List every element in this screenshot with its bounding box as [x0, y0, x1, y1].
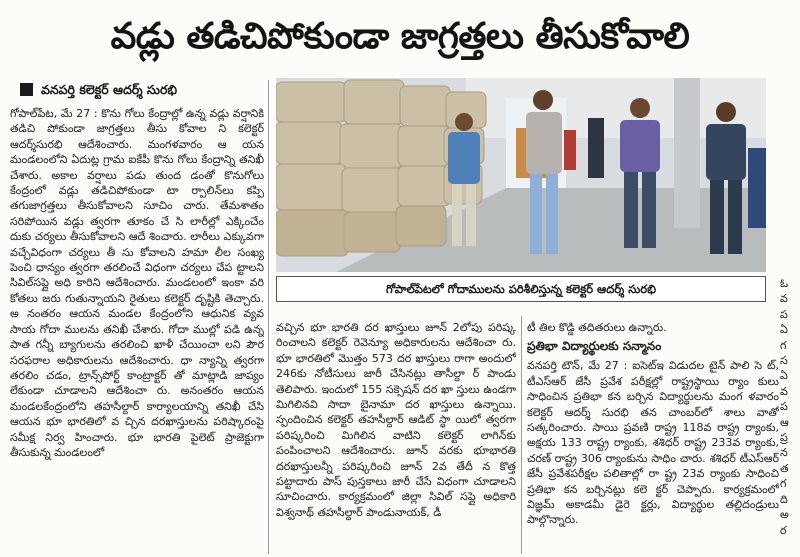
edge-fragment: వ: [780, 292, 788, 306]
edge-fragment: గ: [780, 338, 787, 352]
edge-fragment: ఏ: [780, 369, 788, 383]
column-2-paragraph: వచ్చిన భూ భారతి దర ఖాస్తులు జూన్ 2లోపు పరిష్క రించాలని కలెక్టర్ రెవెన్యూ అధికారులను ఆదేశించా రు. భూ భారతిలో మొత్తం 573 దర ఖాస్తులు రాగా అందులో 246కు నోటీసులు జారీ చేసినట్లు తాసీల్దా ర్ పాండు తెలిపారు. ఇందులో 155 సక్సెషన్ దర ఖా స్తులు ఉండగా మిగిలినవి సాదా బైనామా దర ఖాస్తులు ఉన్నాయి. స్పందించిన కలెక్టర్ తహసీల్దార్ ఆడిట్ స్థా యిలో త్వరగా పరిష్కరించి మిగిలిన వాటిని కలెక్టర్ లాగిన్‌కు పంపించాలని ఆదేశించారు. జూన్ వరకు భూభారతి దరఖాస్తులన్నీ పరిష్కరించి జూన్ 2వ తేదీ న కొత్త పట్టాదారు పాస్ పుస్తకాలు జారీ చేసే విధంగా చూడాలని సూచించారు. కార్యక్రమంలో జిల్లా సివిల్ సప్లై అధికారి విశ్వనాథ్ తహసీల్దార్ పాండునాయక్, డీ: [276, 321, 516, 519]
column-divider: [268, 80, 269, 554]
sub-article-heading: [527, 337, 779, 355]
news-photo: [276, 78, 766, 272]
article-column-3: [527, 320, 779, 554]
column-divider: [521, 316, 522, 554]
article-byline: [20, 80, 265, 100]
byline-text: వనపర్తి కలెక్టర్ ఆదర్శ్ సురభి: [41, 82, 178, 97]
edge-fragment: గ: [780, 477, 787, 491]
edge-fragment: స: [780, 354, 788, 368]
column-3-paragraph: వనపర్తి టౌన్, మే 27 : ఐసెట్‌ఇ విడుదల టైన్ పాలి సె ట్, టీఎస్‌ఆర్ జేసీ ప్రవేశ పరీక్షల్లో రాష్ట్రస్థాయి ర్యాం కులు సాధించిన ప్రతిభా కన బర్చిన విద్యార్థులను మంగ ళవారం కలెక్టర్ ఆదర్శ్ సురభి తన చాంబర్‌లో శాలు వాతో సత్కరించారు. సాయి ప్రవణి రాష్ట్ర 118వ రాష్ట్ర ర్యాంకు, అక్షయ 133 రాష్ట్ర ర్యాంకు, శశిధర్ రాష్ట్ర 233వ ర్యాంకు, చరణ్ రాష్ట్ర 306 ర్యాంకును సాధిం చారు. శశిధర్ టీఎస్‌ఆర్ జేసీ ప్రవేశపరీక్షల పలితాల్లో రా ష్ట్ర 23వ ర్యాంకు సాధించి ప్రతిభా కన బర్చినట్లు కలె క్టర్ చెప్పారు. కార్యక్రమంలో విజ్ఞమ్ అకాడమీ డైరె క్టర్లు, విద్యార్థుల తల్లిదండ్రులు పాల్గొన్నారు.: [527, 359, 779, 527]
sub-article-heading-text: ప్రతిభా విద్యార్థులకు సన్మానం: [527, 339, 662, 354]
column-3-lead: టీ తిల కొడ్డి తదితరులు ఉన్నారు.: [527, 321, 667, 334]
article-headline: వడ్లు తడిచిపోకుండా జాగ్రత్తలు తీసుకోవాలి: [110, 16, 690, 57]
edge-fragment: ప: [780, 400, 788, 414]
article-column-1: [10, 106, 264, 554]
article-column-2: [276, 320, 516, 554]
adjacent-article-edge: [780, 276, 800, 557]
edge-fragment: న: [780, 446, 788, 460]
edge-fragment: ఏ: [780, 323, 788, 337]
edge-fragment: ఓ: [780, 277, 789, 290]
edge-fragment: త: [780, 461, 789, 475]
edge-fragment: అ: [780, 508, 789, 522]
warehouse-inspection-photo: [276, 78, 766, 272]
edge-fragment: ది: [780, 492, 788, 506]
edge-fragment: ప: [780, 307, 788, 321]
bullet-icon: [20, 83, 33, 96]
edge-fragment: ర: [780, 523, 787, 537]
edge-fragment: ఆ: [780, 415, 789, 429]
edge-fragment: వ: [780, 384, 788, 398]
column-1-paragraph: గోపాల్‌పేట, మే 27 : కొను గోలు కేంద్రాల్లో ఉన్న వడ్లు వర్షానికి తడిచి పోకుండా జాగ్రత్తలు తీసు కోవాల ని కలెక్టర్ ఆదర్శ్‌సురభి ఆదేశించారు. మంగళవారం ఆ యన మండలంలోని ఏదుట్ల గ్రామ ఐకేపీ కొను గోలు కేంద్రాన్ని తనిఖీ చేశారు. అకాల వర్షాలు పడు తుంద డంతో కొనుగోలు కేంద్రంలో వడ్లు తడిచిపోకుండా టా ర్పాలిన్‌లు కప్పి తగుజాగ్రత్తలు తీసుకోవాలని సూచిం చారు. తేమశాతం సరిపోయిన వడ్లు త్వరగా తూకం చే సి లారీల్లో ఎక్కించేం దుకు చర్యలు తీసుకోవాలని ఆదే శించారు. లారీలు ఎక్కువగా వచ్చేవిధంగా చర్యలు తీ సు కోవాలని హమా లీల సంఖ్య పెంచి ధాన్యం త్వరగా తరలించే విధంగా చర్యలు చేప ట్టాలని సివిల్‌సప్లై అధి కారిని ఆదేశించారు. మండలంలో ఇంకా వరి కోతలు జరు గుతున్నాయని రైతులు కలెక్టర్ దృష్టికి తెచ్చారు. అ నంతరం ఆయన మండల కేంద్రంలోని ఆధునిక వ్యవ సాయ గోదా ములను తనిఖీ చేశారు. గోదా ముల్లో పడి ఉన్న పాత గన్నీ బ్యాగులను తరలించి ఖాళీ చేయించా లని పౌర సరఫరాల అధికారులను ఆదేశించారు. ధా న్యాన్ని త్వరగా తరలిం చడం, ట్రాన్స్‌పోర్ట్ కాంట్రాక్టర్ తో మాట్లాడి జాప్యం లేకుండా చూడాలని ఆదేశించా రు. అనంతరం ఆయన మండలకేంద్రంలోని తహసీల్దార్ కార్యాలయాన్ని తనిఖీ చేసి ఆయన భూ భారతిలో వ చ్చిన దరఖాస్తులను పరిష్కారంపై సమీక్ష నిర్వ హించారు. భూ భారతి పైలెట్ ప్రాజెక్టుగా తీసుకున్న మండలంలో: [10, 107, 264, 459]
edge-fragment: ప్ర: [780, 431, 788, 445]
photo-caption: గోపాల్‌పేటలో గోదాములను పరిశీలిస్తున్న కలెక్టర్ ఆదర్శ్ సురభి: [276, 276, 766, 302]
